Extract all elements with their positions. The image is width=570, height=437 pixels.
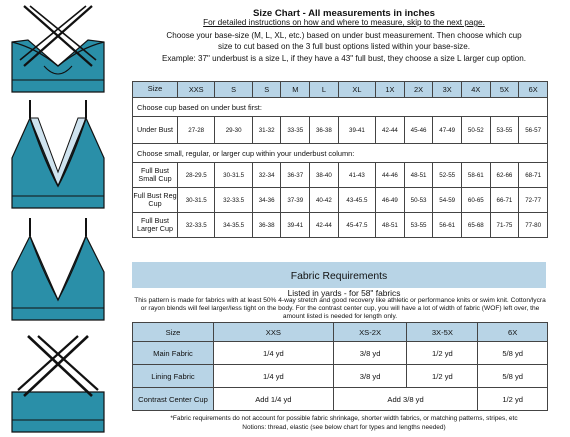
table-cell: 5/8 yd	[478, 365, 548, 388]
fabric-col-header: XS-2X	[333, 323, 407, 342]
table-cell: 47-49	[433, 117, 462, 144]
fabric-row-label: Main Fabric	[133, 342, 214, 365]
table-cell: 52-55	[433, 163, 462, 188]
table-cell: 39-41	[281, 213, 310, 238]
table-cell: 62-66	[490, 163, 519, 188]
fabric-header-row	[133, 323, 548, 342]
table-cell: 29-30	[215, 117, 252, 144]
size-header-row	[133, 82, 548, 98]
table-cell: 36-38	[310, 117, 339, 144]
cup-row-label: Full Bust Reg Cup	[133, 188, 178, 213]
table-cell: 65-68	[462, 213, 491, 238]
fabric-col-header: 6X	[478, 323, 548, 342]
page-title: Size Chart - All measurements in inches	[253, 8, 435, 19]
fabric-row-contrast	[133, 388, 548, 411]
table-cell: 36-38	[252, 213, 281, 238]
table-cell: 1/2 yd	[478, 388, 548, 411]
instruction-line-2: size to cut based on the 3 full bust options listed within your base-size.	[218, 42, 470, 51]
table-cell: 38-40	[310, 163, 339, 188]
table-cell: Add 3/8 yd	[333, 388, 478, 411]
bra-view-plain	[12, 218, 104, 320]
table-cell: 37-39	[281, 188, 310, 213]
size-col-header: L	[310, 82, 339, 98]
table-cell: 50-52	[462, 117, 491, 144]
size-col-header: 4X	[462, 82, 491, 98]
instruction-line-3: Example: 37" underbust is a size L, if they have a 43" full bust, they choose a size L larger cup option.	[161, 54, 527, 63]
table-cell: 56-61	[433, 213, 462, 238]
bra-view-back	[12, 336, 104, 432]
section-row	[133, 98, 548, 117]
table-cell: 34-36	[252, 188, 281, 213]
table-cell: 50-53	[404, 188, 433, 213]
fabric-row-label: Contrast Center Cup	[133, 388, 214, 411]
bra-view-front-cross	[12, 6, 104, 92]
table-cell: Add 1/4 yd	[214, 388, 334, 411]
table-cell: 48-51	[376, 213, 405, 238]
table-cell: 71-75	[490, 213, 519, 238]
table-cell: 32-33.5	[215, 188, 252, 213]
table-cell: 33-35	[281, 117, 310, 144]
table-cell: 3/8 yd	[333, 342, 407, 365]
size-header-label: Size	[133, 82, 178, 98]
fabric-requirements-title: Fabric Requirements	[132, 262, 546, 288]
table-cell: 77-80	[519, 213, 548, 238]
bra-view-contrast-cup	[12, 100, 104, 208]
cup-row-larger	[133, 213, 548, 238]
fabric-row-lining	[133, 365, 548, 388]
table-cell: 42-44	[376, 117, 405, 144]
fabric-description: This pattern is made for fabrics with at least 50% 4-way stretch and good recovery like athletic or performance knits or swim knit. Cotton/lycra or rayon blends will feel larger/less tight on the body. For the contrast center cup, you will have a lot of width of fabric (WOF) left over, the amount listed is needed for length only.	[134, 297, 546, 321]
table-cell: 42-44	[310, 213, 339, 238]
section2-label: Choose small, regular, or larger cup within your underbust column:	[133, 144, 548, 163]
table-cell: 43-45.5	[338, 188, 375, 213]
table-cell: 1/2 yd	[407, 342, 478, 365]
table-cell: 60-65	[462, 188, 491, 213]
table-cell: 54-59	[433, 188, 462, 213]
table-cell: 58-61	[462, 163, 491, 188]
table-cell: 53-55	[490, 117, 519, 144]
size-col-header: XXS	[178, 82, 215, 98]
table-cell: 28-29.5	[178, 163, 215, 188]
fabric-row-main	[133, 342, 548, 365]
fabric-subtitle: Listed in yards - for 58" fabrics	[287, 288, 401, 298]
size-col-header: 1X	[376, 82, 405, 98]
size-col-header: M	[281, 82, 310, 98]
table-cell: 30-31.5	[215, 163, 252, 188]
table-cell: 3/8 yd	[333, 365, 407, 388]
table-cell: 34-35.5	[215, 213, 252, 238]
size-col-header: 5X	[490, 82, 519, 98]
table-cell: 44-46	[376, 163, 405, 188]
table-cell: 53-55	[404, 213, 433, 238]
bra-illustrations	[0, 0, 118, 437]
size-col-header: 6X	[519, 82, 548, 98]
fabric-header-label: Size	[133, 323, 214, 342]
table-cell: 39-41	[338, 117, 375, 144]
table-cell: 1/4 yd	[214, 342, 334, 365]
cup-row-label: Full Bust Small Cup	[133, 163, 178, 188]
section1-label: Choose cup based on under bust first:	[133, 98, 548, 117]
fabric-row-label: Lining Fabric	[133, 365, 214, 388]
table-cell: 45-47.5	[338, 213, 375, 238]
under-bust-row	[133, 117, 548, 144]
cup-row-regular	[133, 188, 548, 213]
table-cell: 40-42	[310, 188, 339, 213]
instruction-line-1: Choose your base-size (M, L, XL, etc.) based on under bust measurement. Then choose which cup	[166, 31, 522, 40]
table-cell: 32-33.5	[178, 213, 215, 238]
table-cell: 1/2 yd	[407, 365, 478, 388]
table-cell: 36-37	[281, 163, 310, 188]
table-cell: 45-46	[404, 117, 433, 144]
table-cell: 41-43	[338, 163, 375, 188]
table-cell: 5/8 yd	[478, 342, 548, 365]
size-col-header: S	[215, 82, 252, 98]
size-chart-table	[132, 81, 548, 238]
size-col-header: S	[252, 82, 281, 98]
size-col-header: 2X	[404, 82, 433, 98]
footnote-notions: Notions: thread, elastic (see below chart for types and lengths needed)	[242, 424, 446, 431]
table-cell: 48-51	[404, 163, 433, 188]
fabric-col-header: 3X-5X	[407, 323, 478, 342]
table-cell: 56-57	[519, 117, 548, 144]
table-cell: 68-71	[519, 163, 548, 188]
cup-row-label: Full Bust Larger Cup	[133, 213, 178, 238]
table-cell: 30-31.5	[178, 188, 215, 213]
fabric-table	[132, 322, 548, 411]
size-col-header: XL	[338, 82, 375, 98]
table-cell: 31-32	[252, 117, 281, 144]
section-row	[133, 144, 548, 163]
table-cell: 1/4 yd	[214, 365, 334, 388]
table-cell: 32-34	[252, 163, 281, 188]
table-cell: 66-71	[490, 188, 519, 213]
cup-row-small	[133, 163, 548, 188]
fabric-col-header: XXS	[214, 323, 334, 342]
size-col-header: 3X	[433, 82, 462, 98]
illustration-column	[0, 0, 118, 437]
under-bust-label: Under Bust	[133, 117, 178, 144]
instructions-link[interactable]: For detailed instructions on how and where to measure, skip to the next page.	[203, 18, 485, 27]
table-cell: 72-77	[519, 188, 548, 213]
table-cell: 27-28	[178, 117, 215, 144]
footnote-fabric: *Fabric requirements do not account for possible fabric shrinkage, shorter width fabrics, or matching patterns, stripes, etc	[170, 415, 518, 422]
table-cell: 46-49	[376, 188, 405, 213]
